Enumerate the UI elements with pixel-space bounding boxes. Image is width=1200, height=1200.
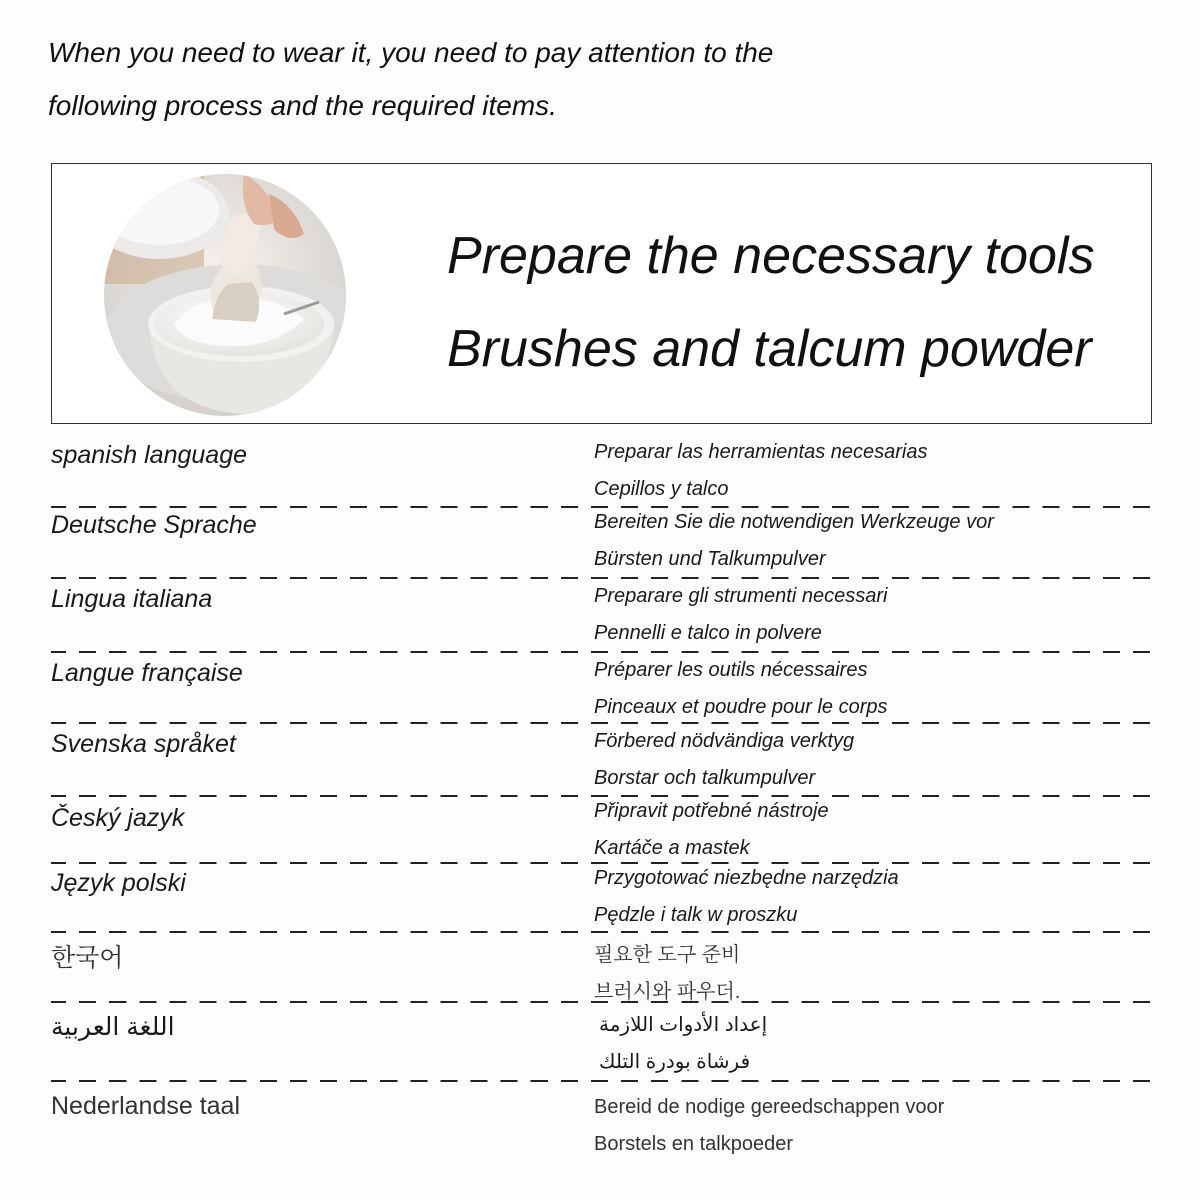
language-name: 한국어	[51, 944, 124, 972]
translation-line-1: Préparer les outils nécessaires	[594, 659, 868, 681]
language-name: اللغة العربية	[51, 1013, 175, 1041]
translation-line-2: Pędzle i talk w proszku	[594, 904, 798, 926]
language-name: spanish language	[51, 441, 247, 469]
translation-line-1: Bereiten Sie die notwendigen Werkzeuge vor	[594, 511, 994, 533]
translation-line-1: إعداد الأدوات اللازمة	[599, 1014, 768, 1036]
language-name: Język polski	[51, 869, 186, 897]
intro-line-1: When you need to wear it, you need to pay attention to the	[48, 37, 774, 68]
language-name: Deutsche Sprache	[51, 511, 257, 539]
translation-line-1: Preparare gli strumenti necessari	[594, 585, 888, 607]
dashed-divider	[51, 506, 1152, 508]
translation-line-2: Bürsten und Talkumpulver	[594, 548, 826, 570]
language-name: Nederlandse taal	[51, 1092, 241, 1120]
tools-banner	[51, 163, 1152, 424]
language-name: Lingua italiana	[51, 585, 213, 613]
intro-text	[48, 26, 1148, 132]
dashed-divider	[51, 651, 1152, 653]
translation-line-2: Borstar och talkumpulver	[594, 767, 816, 789]
translation-line-1: Bereid de nodige gereedschappen voor	[594, 1096, 945, 1118]
language-name: Svenska språket	[51, 730, 236, 758]
dashed-divider	[51, 931, 1152, 933]
dashed-divider	[51, 1001, 1152, 1003]
dashed-divider	[51, 722, 1152, 724]
translation-line-1: 필요한 도구 준비	[594, 944, 741, 966]
brush-in-talcum-powder-photo	[104, 174, 346, 416]
dashed-divider	[51, 577, 1152, 579]
translation-line-2: Cepillos y talco	[594, 478, 729, 500]
translation-line-2: 브러시와 파우더.	[594, 981, 741, 1003]
translation-line-1: Připravit potřebné nástroje	[594, 800, 829, 822]
intro-line-2: following process and the required items.	[48, 90, 557, 121]
dashed-divider	[51, 1080, 1152, 1082]
dashed-divider	[51, 862, 1152, 864]
language-name: Český jazyk	[51, 804, 185, 832]
translation-line-1: Preparar las herramientas necesarias	[594, 441, 928, 463]
translation-line-1: Förbered nödvändiga verktyg	[594, 730, 855, 752]
translation-line-2: Pinceaux et poudre pour le corps	[594, 696, 888, 718]
translation-line-2: فرشاة بودرة التلك	[599, 1051, 751, 1073]
translation-line-2: Pennelli e talco in polvere	[594, 622, 822, 644]
banner-line-1: Prepare the necessary tools	[447, 227, 1095, 285]
banner-line-2: Brushes and talcum powder	[447, 320, 1092, 378]
banner-heading	[447, 210, 1147, 396]
translation-line-1: Przygotować niezbędne narzędzia	[594, 867, 899, 889]
translation-line-2: Kartáče a mastek	[594, 837, 750, 859]
dashed-divider	[51, 795, 1152, 797]
language-name: Langue française	[51, 659, 243, 687]
translation-line-2: Borstels en talkpoeder	[594, 1133, 794, 1155]
